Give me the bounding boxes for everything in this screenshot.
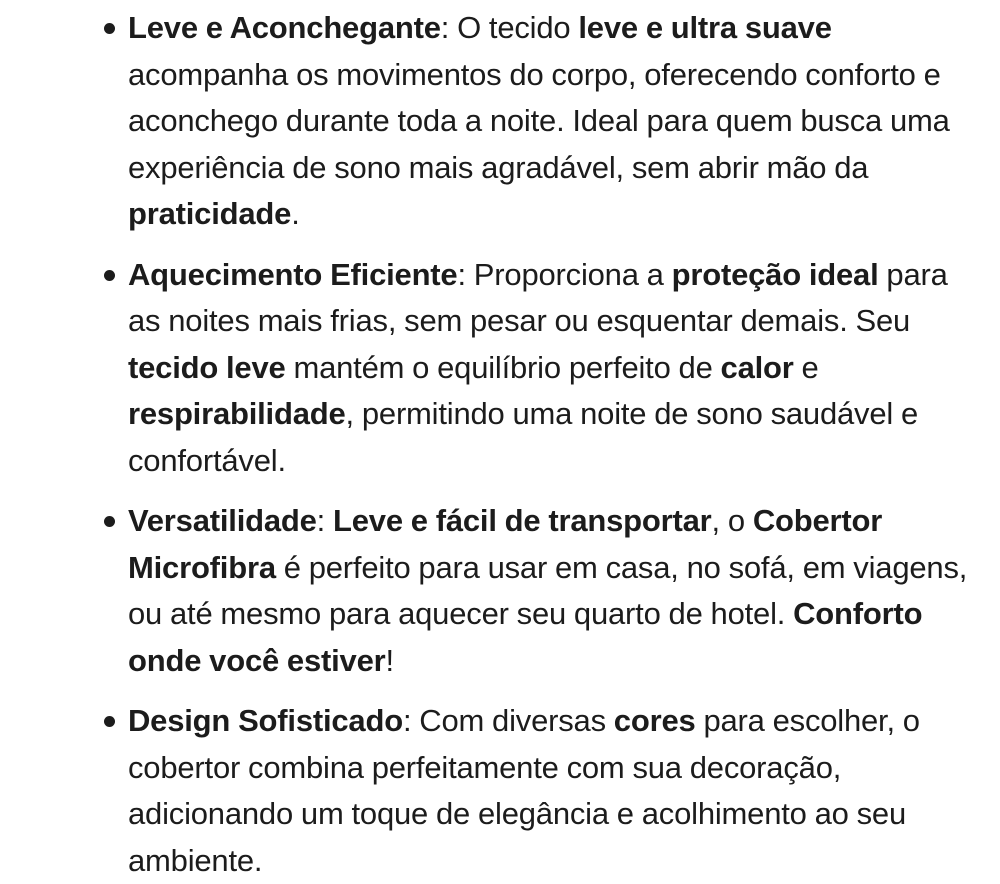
item-text	[128, 698, 976, 884]
text-segment: é perfeito para usar em casa, no sofá, em viagens, ou até mesmo para aquecer seu quarto de hotel.	[128, 549, 968, 631]
text-segment: Cobertor Microfibra	[128, 503, 883, 585]
text-segment: Leve e fácil de transportar	[333, 503, 712, 538]
text-segment: para as noites mais frias, sem pesar ou esquentar demais. Seu	[128, 256, 948, 338]
text-segment: praticidade	[128, 196, 292, 231]
text-segment: cores	[613, 703, 696, 738]
list-item	[0, 698, 1000, 884]
text-segment: Conforto onde você estiver	[128, 596, 923, 678]
text-segment: :	[316, 503, 333, 538]
item-text	[128, 5, 976, 238]
text-segment: , o	[711, 503, 753, 538]
text-segment: acompanha os movimentos do corpo, oferecendo conforto e aconchego durante toda a noite. Ideal para quem busca uma experiência de sono mais agradável, sem abrir mão da	[128, 56, 950, 185]
text-segment: mantém o equilíbrio perfeito de	[285, 349, 721, 385]
list-item	[0, 498, 1000, 684]
text-segment: calor	[720, 349, 794, 385]
text-segment: e	[793, 349, 819, 385]
list-item	[0, 5, 1000, 238]
text-segment: , permitindo uma noite de sono saudável e confortável.	[128, 396, 919, 478]
list-item	[0, 252, 1000, 485]
text-segment: Leve e Aconchegante	[128, 10, 441, 45]
text-segment: .	[291, 196, 300, 231]
bullet-icon	[104, 270, 115, 281]
text-segment: !	[385, 642, 394, 678]
text-segment: : Com diversas	[402, 703, 614, 738]
bullet-icon	[104, 516, 115, 527]
text-segment: tecido leve	[128, 349, 286, 385]
item-text	[128, 252, 976, 485]
text-segment: Design Sofisticado	[128, 703, 403, 738]
text-segment: : O tecido	[440, 10, 579, 45]
text-segment: proteção ideal	[671, 256, 879, 292]
bullet-icon	[104, 716, 115, 727]
text-segment: respirabilidade	[128, 396, 346, 431]
text-segment: Aquecimento Eficiente	[128, 256, 458, 292]
text-segment: para escolher, o cobertor combina perfeitamente com sua decoração, adicionando um toque de elegância e acolhimento ao seu ambiente.	[128, 703, 920, 878]
text-segment: leve e ultra suave	[578, 10, 832, 45]
bullet-icon	[104, 23, 115, 34]
text-segment: Versatilidade	[128, 503, 317, 538]
text-segment: : Proporciona a	[457, 256, 672, 292]
item-text	[128, 498, 976, 684]
